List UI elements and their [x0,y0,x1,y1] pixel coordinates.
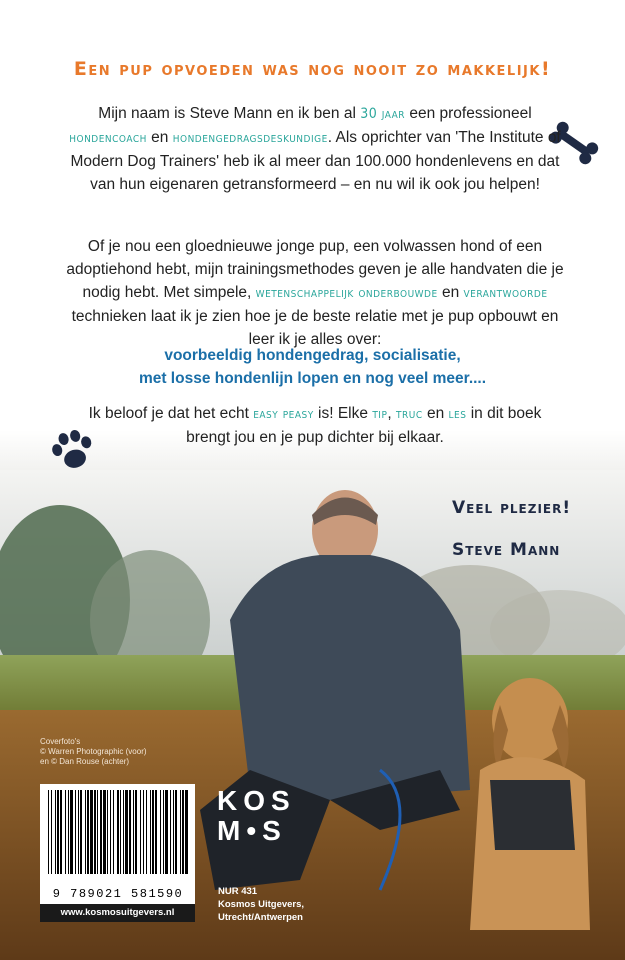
barcode-bar [155,790,157,874]
barcode-bar [146,790,147,874]
barcode-bar [57,790,59,874]
publisher-city: Utrecht/Antwerpen [218,912,303,923]
barcode-bar [107,790,108,874]
barcode-bar [152,790,154,874]
barcode-bar [140,790,141,874]
highlight-easy-peasy: easy peasy [253,406,314,422]
highlight-verantwoorde: verantwoorde [463,285,548,301]
barcode-bar [175,790,177,874]
barcode-bar [94,790,96,874]
barcode-bar [143,790,144,874]
highlight-wetenschappelijk: wetenschappelijk onderbouwde [255,285,438,301]
headline: Een pup opvoeden was nog nooit zo makkelijk! [73,58,552,80]
highlight-30-jaar: 30 jaar [360,106,406,122]
barcode-bar [185,790,188,874]
signoff-author: Steve Mann [452,540,561,560]
barcode-bar [78,790,79,874]
barcode-bar [180,790,181,874]
publisher-name: Kosmos Uitgevers, [218,899,305,910]
barcode-bar [150,790,151,874]
intro-text-2: een professioneel [405,105,532,122]
topics-list [0,344,625,390]
highlight-hondengedragsdeskundige: hondengedragsdeskundige [172,130,328,146]
isbn-number: 9 789021 581590 [52,887,184,901]
logo-line-1: KOS [217,785,296,816]
intro-text-1: Mijn naam is Steve Mann en ik ben al [98,105,361,122]
barcode-bar [133,790,134,874]
barcode-bar [165,790,168,874]
barcode-bar [160,790,161,874]
methods-text-3: technieken laat ik je zien hoe je de beste relatie met je pup opbouwt en leer ik je alles over: [71,308,559,348]
barcode-bar [85,790,86,874]
credit-line-3: en © Dan Rouse (achter) [40,757,130,766]
barcode-bar [129,790,131,874]
topics-line-2: met losse hondenlijn lopen en nog veel meer.... [138,370,487,387]
highlight-tip: tip [372,406,388,422]
publisher-website: www.kosmosuitgevers.nl [40,904,195,922]
photo-credit [40,737,147,767]
intro-text-4: . Als oprichter van 'The Institute of Modern Dog Trainers' heb ik al meer dan 100.000 hondenlevens en dat van hun eigenaren getransformeerd – en nu wil ik ook jou helpen! [70,129,561,193]
promise-text-3: , [387,405,397,422]
promise-text-1: Ik beloof je dat het echt [88,405,254,422]
credit-line-1: Coverfoto's [40,737,81,746]
logo-line-2: M•S [217,815,287,846]
barcode-bar [90,790,93,874]
topics-line-1: voorbeeldig hondengedrag, socialisatie, [164,347,461,364]
barcode-bar [60,790,62,874]
publisher-info [218,885,304,924]
barcode-bar [80,790,82,874]
methods-text-1: Of je nou een gloednieuwe jonge pup, een volwassen hond of een adoptiehond hebt, mijn trainingsmethodes geven je alle handvaten die je nodig hebt. Met simpele, [66,238,564,301]
barcode-bar [120,790,121,874]
barcode-bar [75,790,76,874]
methods-paragraph [60,235,570,351]
credit-line-2: © Warren Photographic (voor) [40,747,147,756]
barcode-bar [135,790,137,874]
barcode-bars [40,788,195,888]
promise-text-2: is! Elke [313,405,373,422]
highlight-truc: truc [396,406,423,422]
promise-paragraph [80,402,550,449]
barcode-bar [117,790,119,874]
barcode-bar [173,790,174,874]
barcode-bar [65,790,66,874]
paw-print-icon [48,428,98,474]
promise-text-5: in dit boek brengt jou en je pup dichter bij elkaar. [186,405,542,446]
intro-text-3: en [146,129,173,146]
highlight-hondencoach: hondencoach [69,130,147,146]
barcode-bar [87,790,89,874]
barcode-bar [97,790,98,874]
barcode-bar [55,790,56,874]
isbn-barcode [40,784,195,904]
barcode-bar [48,790,49,874]
barcode-bar [163,790,164,874]
barcode-bar [110,790,111,874]
barcode-bar [51,790,52,874]
intro-paragraph [60,102,570,196]
methods-text-2: en [437,284,464,301]
kosmos-logo [217,786,295,846]
signoff-line-1: Veel plezier! [452,498,572,518]
barcode-bar [70,790,73,874]
barcode-bar [182,790,184,874]
barcode-bar [170,790,171,874]
promise-text-4: en [422,405,449,422]
barcode-bar [125,790,128,874]
barcode-bar [103,790,106,874]
barcode-bar [113,790,114,874]
nur-code: NUR 431 [218,886,258,897]
barcode-bar [100,790,102,874]
barcode-bar [68,790,69,874]
barcode-bar [123,790,124,874]
highlight-les: les [448,406,467,422]
